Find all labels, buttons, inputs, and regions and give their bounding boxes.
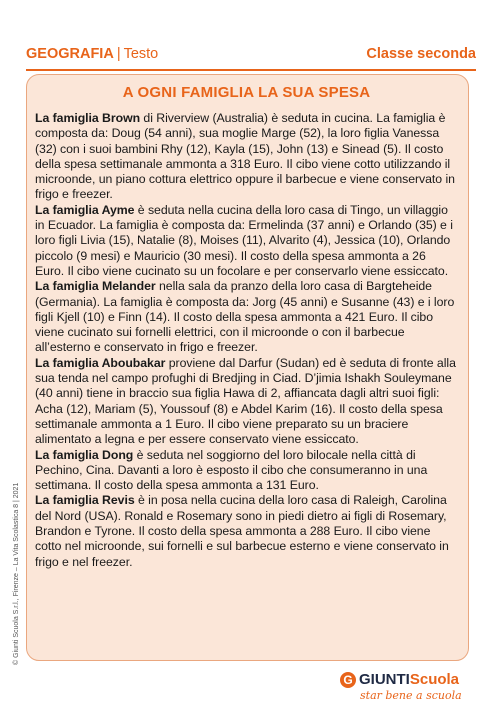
- header-separator: |: [116, 46, 121, 62]
- paragraph-revis: [35, 493, 458, 569]
- paragraph-ayme: [35, 203, 458, 279]
- family-name: La famiglia Dong: [35, 447, 134, 462]
- document-title: A OGNI FAMIGLIA LA SUA SPESA: [122, 84, 371, 101]
- header-divider: [26, 69, 476, 71]
- paragraph-text: è seduta nel soggiorno del loro bilocale nella città di Pechino, Cina. Davanti a loro è esposto il cibo che consumeranno in una settimana. Il costo della spesa ammonta a 131 Euro.: [35, 447, 428, 493]
- family-name: La famiglia Aboubakar: [35, 355, 166, 370]
- text-box: [26, 74, 469, 661]
- paragraph-text: è seduta nella cucina della loro casa di Tingo, un villaggio in Ecuador. La famiglia è composta da: Ermelinda (37 anni) e Orlando (35) e i loro figli Livia (15), Natalie (8), Moises (11), Alvarito (4), Jessica (10), Orlando piccolo (9 mesi) e Mauricio (30 mesi). Il costo della spesa ammonta a 26 Euro. Il cibo viene cucinato su un focolare e per conservarlo viene essiccato.: [35, 202, 453, 278]
- publisher-logo: [340, 671, 480, 711]
- paragraph-melander: [35, 279, 458, 355]
- subject-subtitle: Testo: [123, 46, 159, 62]
- paragraph-text: è in posa nella cucina della loro casa di Raleigh, Carolina del Nord (USA). Ronald e Rosemary sono in piedi dietro ai figli di Rosemary, Brandon e Tyrone. Il costo della spesa ammonta a 288 Euro. Il cibo viene cotto nel microonde, sui fornelli e sul barbecue esterno e viene conservato in frigo e nel freezer.: [35, 493, 449, 569]
- logo-brand-b: Scuola: [409, 671, 460, 688]
- family-name: La famiglia Revis: [35, 493, 135, 508]
- copyright-credit: [3, 465, 20, 665]
- family-name: La famiglia Ayme: [35, 202, 135, 217]
- paragraph-text: di Riverview (Australia) è seduta in cucina. La famiglia è composta da: Doug (54 anni), sua moglie Marge (52), la loro figlia Vanessa (32) con i suoi bambini Rhy (12), Kayla (15), John (13) e Sinead (5). Il costo della spesa settimanale ammonta a 318 Euro. Il cibo viene cotto utilizzando il microonde, un piano cottura elettrico oppure il barbecue e viene conservato in frigo e freezer.: [35, 111, 455, 202]
- logo-g-icon: G: [340, 672, 356, 688]
- paragraph-brown: [35, 111, 458, 203]
- family-name: La famiglia Melander: [35, 279, 156, 294]
- logo-tagline: star bene a scuola: [360, 689, 462, 702]
- paragraph-text: nella sala da pranzo della loro casa di Bargteheide (Germania). La famiglia è composta da: Jorg (45 anni) e Susanne (43) e i loro figli Kjell (10) e Finn (14). Il costo della spesa ammonta a 421 Euro. Il cibo viene cucinato sui fornelli elettrici, con il microonde o con il barbecue all’esterno e conservato in frigo e freezer.: [35, 279, 455, 355]
- subject-label: [26, 46, 158, 62]
- paragraph-aboubakar: [35, 356, 458, 448]
- paragraph-dong: [35, 448, 458, 494]
- logo-brand-a: GIUNTI: [359, 671, 410, 688]
- class-label: Classe seconda: [366, 46, 476, 62]
- paragraph-text: proviene dal Darfur (Sudan) ed è seduta di fronte alla sua tenda nel campo profughi di Bredjing in Ciad. D’jimia Ishakh Souleymane (40 anni) tiene in braccio sua figlia Hawa di 2, affiancata dagli altri suoi figli: Acha (12), Mariam (5), Youssouf (8) e Abdel Karim (16). Il costo della spesa settimanale ammonta a 1 Euro. Il cibo viene preparato su un braciere alimentato a legna e per essere conservato viene essiccato.: [35, 355, 456, 447]
- family-name: La famiglia Brown: [35, 111, 141, 125]
- page-header: [26, 43, 476, 65]
- subject-name: GEOGRAFIA: [26, 46, 114, 62]
- copyright-text: © Giunti Scuola S.r.l., Firenze – La Vita Scolastica 8 | 2021: [13, 482, 20, 665]
